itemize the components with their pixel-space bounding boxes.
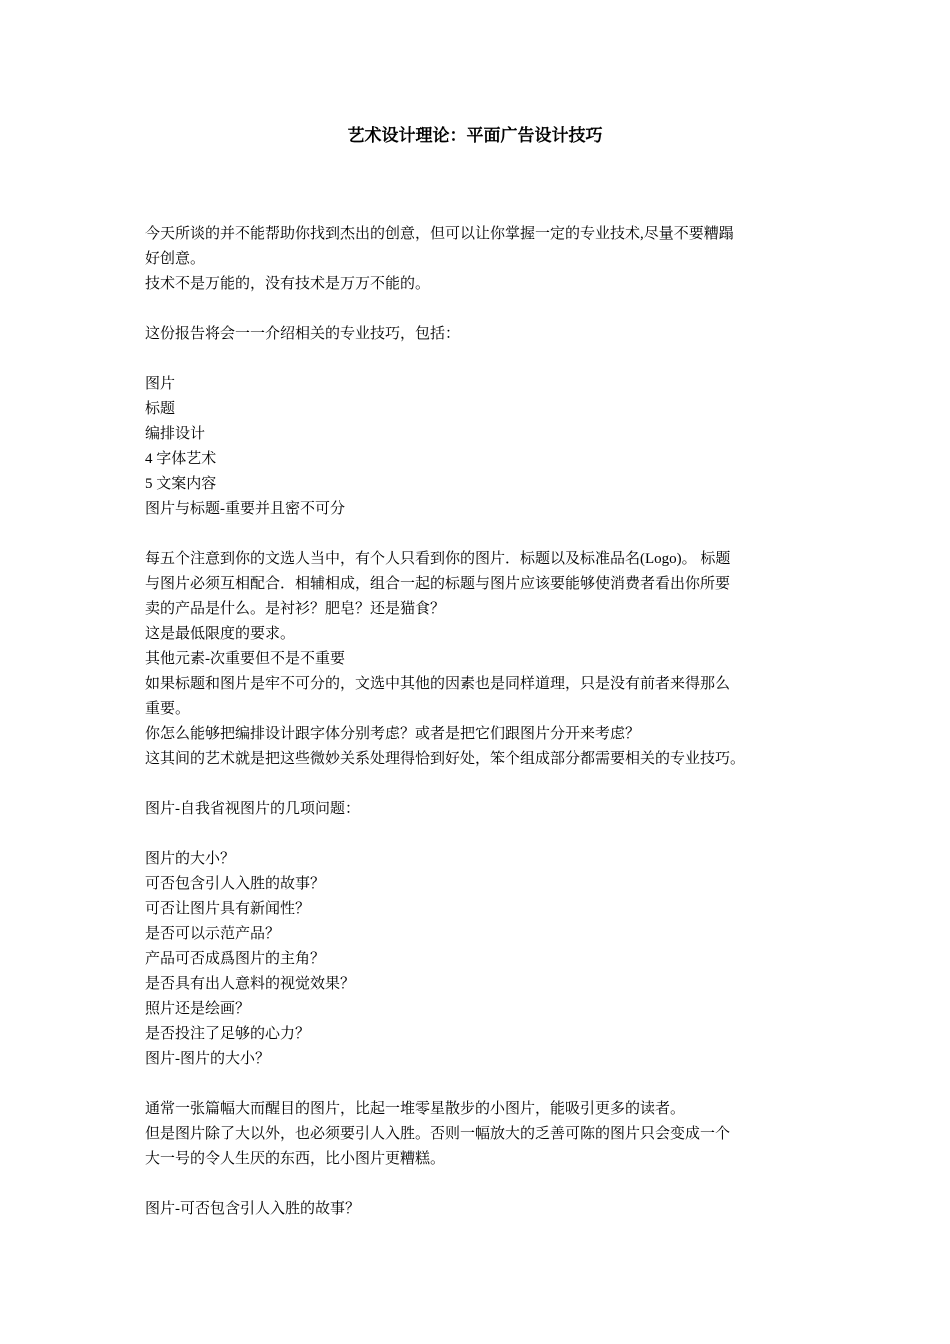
text-line: 编排设计 xyxy=(145,426,206,442)
text-line: 好创意。 xyxy=(145,251,206,267)
text-line: 图片-自我省视图片的几项问题： xyxy=(145,801,360,817)
text-line: 每五个注意到你的文选人当中，有个人只看到你的图片．标题以及标准品名(Logo)。 标题 xyxy=(145,551,731,567)
text-line: 卖的产品是什么。是衬衫？肥皂？还是猫食？ xyxy=(145,601,446,617)
text-line: 这其间的艺术就是把这些微妙关系处理得恰到好处，笨个组成部分都需要相关的专业技巧。 xyxy=(145,751,746,767)
text-line: 产品可否成爲图片的主角？ xyxy=(145,951,326,967)
blank-line xyxy=(145,1072,810,1097)
text-line: 是否具有出人意料的视觉效果？ xyxy=(145,976,356,992)
blank-line xyxy=(145,822,810,847)
text-line: 与图片必须互相配合．相辅相成，组合一起的标题与图片应该要能够使消费者看出你所要 xyxy=(145,576,731,592)
text-line: 可否包含引人入胜的故事？ xyxy=(145,876,326,892)
text-line: 照片还是绘画？ xyxy=(145,1001,251,1017)
text-line: 图片的大小？ xyxy=(145,851,236,867)
text-line: 是否投注了足够的心力？ xyxy=(145,1026,311,1042)
blank-line xyxy=(145,1172,810,1197)
text-line: 你怎么能够把编排设计跟字体分别考虑？或者是把它们跟图片分开来考虑？ xyxy=(145,726,641,742)
text-line: 通常一张篇幅大而醒目的图片，比起一堆零星散步的小图片，能吸引更多的读者。 xyxy=(145,1101,686,1117)
text-line: 其他元素-次重要但不是不重要 xyxy=(145,651,345,667)
blank-line xyxy=(145,347,810,372)
text-line: 如果标题和图片是牢不可分的，文选中其他的因素也是同样道理，只是没有前者来得那么 xyxy=(145,676,731,692)
text-line: 4 字体艺术 xyxy=(145,451,217,467)
text-line: 但是图片除了大以外，也必须要引人入胜。否则一幅放大的乏善可陈的图片只会变成一个 xyxy=(145,1126,731,1142)
text-line: 这份报告将会一一介绍相关的专业技巧，包括： xyxy=(145,326,461,342)
blank-line xyxy=(145,772,810,797)
text-line: 图片与标题-重要并且密不可分 xyxy=(145,501,345,517)
text-line: 图片-图片的大小？ xyxy=(145,1051,270,1067)
text-line: 重要。 xyxy=(145,701,191,717)
text-line: 可否让图片具有新闻性？ xyxy=(145,901,311,917)
text-line: 图片-可否包含引人入胜的故事？ xyxy=(145,1201,360,1217)
blank-line xyxy=(145,522,810,547)
document-body xyxy=(145,222,810,1222)
blank-line xyxy=(145,297,810,322)
text-line: 图片 xyxy=(145,376,176,392)
text-line: 大一号的令人生厌的东西，比小图片更糟糕。 xyxy=(145,1151,446,1167)
document-title: 艺术设计理论：平面广告设计技巧 xyxy=(347,126,603,146)
text-line: 5 文案内容 xyxy=(145,476,217,492)
text-line: 标题 xyxy=(145,401,176,417)
text-line: 这是最低限度的要求。 xyxy=(145,626,296,642)
text-line: 技术不是万能的，没有技术是万万不能的。 xyxy=(145,276,431,292)
text-line: 今天所谈的并不能帮助你找到杰出的创意，但可以让你掌握一定的专业技术,尽量不要糟蹋 xyxy=(145,226,734,242)
text-line: 是否可以示范产品？ xyxy=(145,926,281,942)
